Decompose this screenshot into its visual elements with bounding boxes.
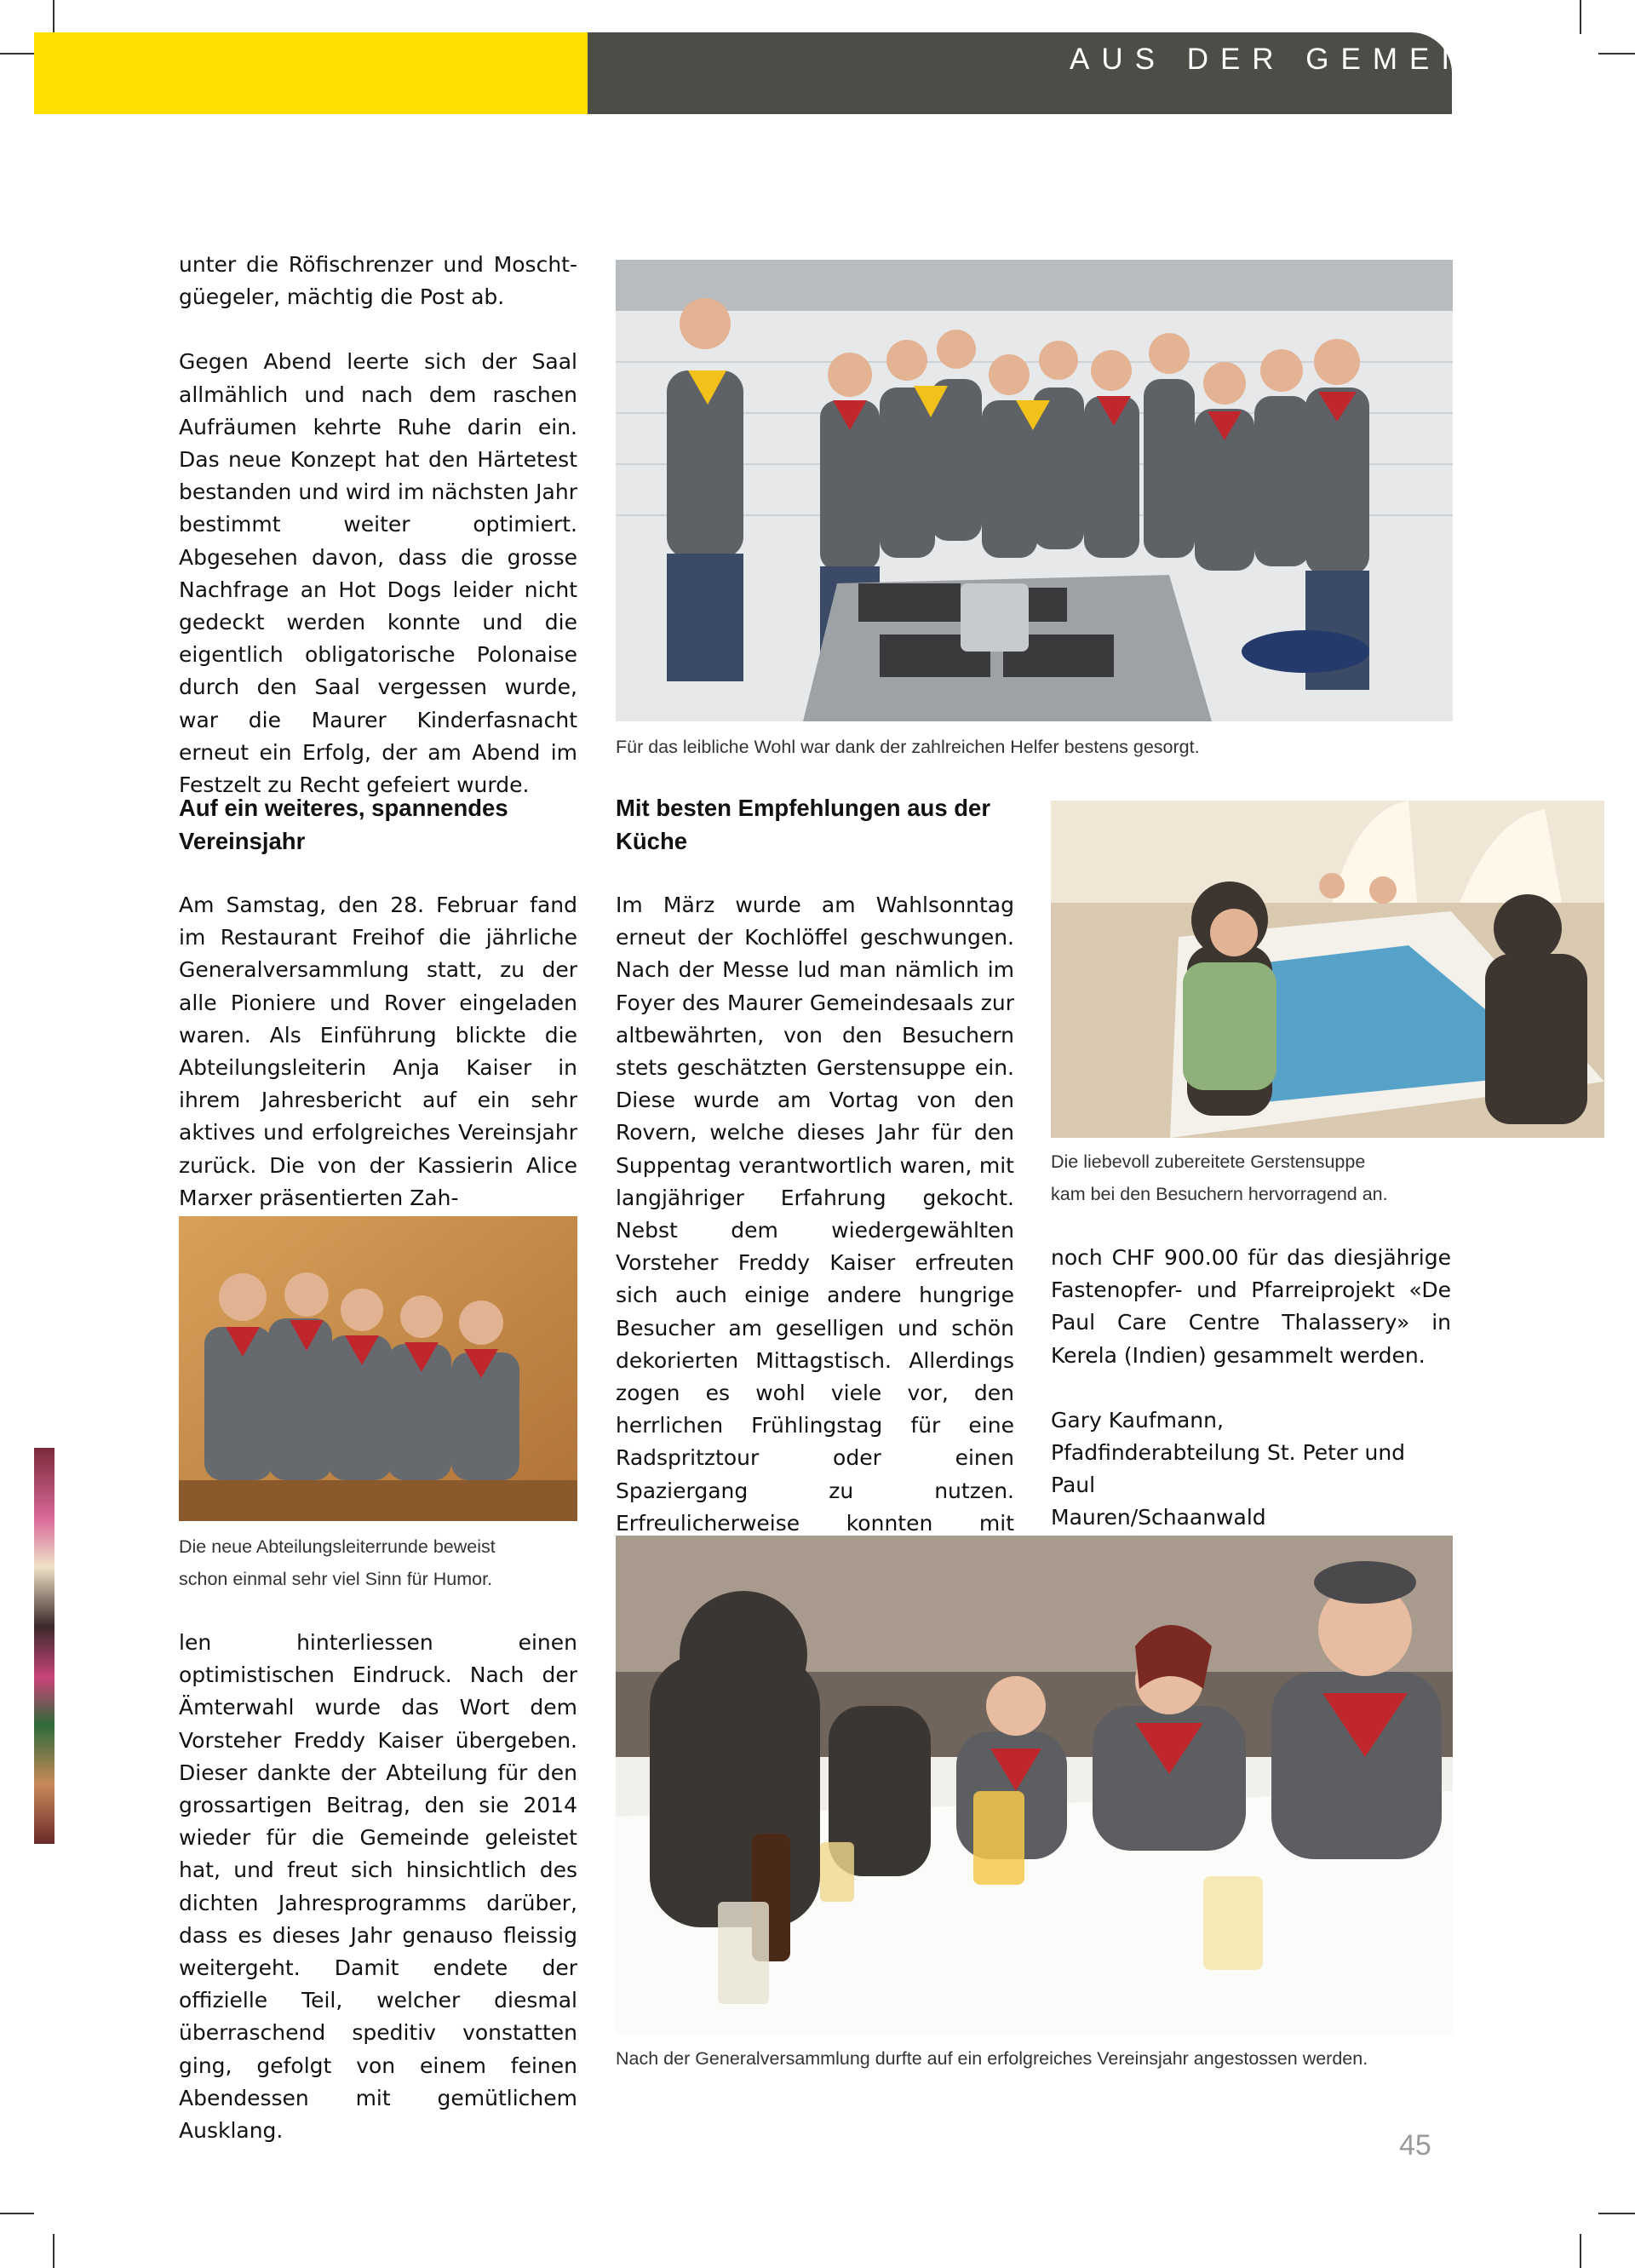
crop-mark [1580,2234,1581,2268]
caption-line: Die neue Abteilungsleiterrunde beweist [179,1536,496,1557]
section-heading: Mit besten Empfehlungen aus der Küche [616,795,991,854]
crop-mark [1598,53,1635,55]
paragraph: unter die Röfischrenzer und Moscht-güegeler, mächtig die Post ab. [179,252,577,310]
section-title: AUS DER GEMEINDE [1070,43,1560,76]
crop-mark [1598,2213,1635,2214]
photo-soup [1051,801,1604,1138]
header-yellow-bar [34,32,588,114]
caption-line: kam bei den Besuchern hervorragend an. [1051,1184,1388,1204]
photo-leaders [179,1216,577,1521]
section1-text [179,889,577,1214]
caption-leaders [179,1530,571,1595]
crop-mark [53,0,54,34]
signature-name: Gary Kaufmann, [1051,1407,1224,1433]
paragraph: Am Samstag, den 28. Februar fand im Restaurant Freihof die jährliche Generalversammlung statt, zu der alle Pioniere und Rover eingeladen waren. Als Einführung blickte die Abteilungsleiterin Anja Kaiser in ihrem Jahresbericht auf ein sehr aktives und erfolgreiches Vereinsjahr zurück. Die von der Kassierin Alice Marxer präsentierten Zah- [179,893,577,1210]
photo-kitchen-image [616,260,1453,721]
signature [1051,1404,1451,1535]
col1-top-text [179,249,577,801]
caption-line: Die liebevoll zubereitete Gerstensuppe [1051,1151,1366,1172]
crop-mark [1580,0,1581,34]
margin-image-strip [34,1448,54,1844]
section2-text [616,889,1014,1572]
crop-mark [0,2213,34,2214]
photo-toast-image [616,1536,1453,2035]
paragraph: noch CHF 900.00 für das diesjährige Fastenopfer- und Pfarreiprojekt «De Paul Care Centre Thalassery» in Kerela (Indien) gesammelt werden. [1051,1245,1451,1368]
photo-kitchen [616,260,1453,721]
section2-continuation [1051,1242,1451,1535]
paragraph: Gegen Abend leerte sich der Saal allmählich und nach dem raschen Aufräumen kehrte Ruhe darin ein. Das neue Konzept hat den Härtetest bestanden und wird im nächsten Jahr bestimmt weiter optimiert. Abgesehen davon, dass die grosse Nachfrage an Hot Dogs leider nicht gedeckt werden konnte und die eigentlich obligatorische Polonaise durch den Saal vergessen wurde, war die Maurer Kinderfasnacht erneut ein Erfolg, der am Abend im Festzelt zu Recht gefeiert wurde. [179,349,577,798]
crop-mark [53,2234,54,2268]
page-number: 45 [1399,2129,1431,2162]
signature-place: Mauren/Schaanwald [1051,1505,1266,1530]
caption-soup [1051,1145,1604,1210]
photo-toast [616,1536,1453,2035]
paragraph: len hinterliessen einen optimistischen Eindruck. Nach der Ämterwahl wurde das Wort dem Vorsteher Freddy Kaiser übergeben. Dieser dankte der Abteilung für den grossartigen Beitrag, den sie 2014 wieder für die Gemeinde geleistet hat, und freut sich hinsichtlich des dichten Jahresprogramms darüber, dass es dieses Jahr genauso fleissig weitergeht. Damit endete der offizielle Teil, welcher diesmal überraschend speditiv vonstatten ging, gefolgt von einem feinen Abendessen mit gemütlichem Ausklang. [179,1630,577,2144]
caption-kitchen: Für das leibliche Wohl war dank der zahlreichen Helfer bestens gesorgt. [616,737,1200,757]
caption-toast: Nach der Generalversammlung durfte auf ein erfolgreiches Vereinsjahr angestossen werden. [616,2048,1368,2069]
photo-soup-image [1051,801,1604,1138]
section1-continuation [179,1627,577,2147]
caption-line: schon einmal sehr viel Sinn für Humor. [179,1569,493,1589]
photo-leaders-image [179,1216,577,1521]
signature-org: Pfadfinderabteilung St. Peter und Paul [1051,1440,1406,1498]
section-heading: Auf ein weiteres, spannendes Vereinsjahr [179,795,508,854]
paragraph: Im März wurde am Wahlsonntag erneut der Kochlöffel geschwungen. Nach der Messe lud man nämlich im Foyer des Maurer Gemeindesaals zur altbewährten, von den Besuchern stets geschätzten Gerstensuppe ein. Diese wurde am Vortag von den Rovern, welche dieses Jahr für den Suppentag verantwortlich waren, mit langjähriger Erfahrung gekocht. Nebst dem wiedergewählten Vorsteher Freddy Kaiser erfreuten sich auch einige andere hungrige Besucher am geselligen und schön dekorierten Mittagstisch. Allerdings zogen es wohl viele vor, den herrlichen Frühlingstag für eine Radspritztour oder einen Spaziergang zu nutzen. Erfreulicherweise konnten mit [616,893,1014,1536]
crop-mark [0,53,34,55]
